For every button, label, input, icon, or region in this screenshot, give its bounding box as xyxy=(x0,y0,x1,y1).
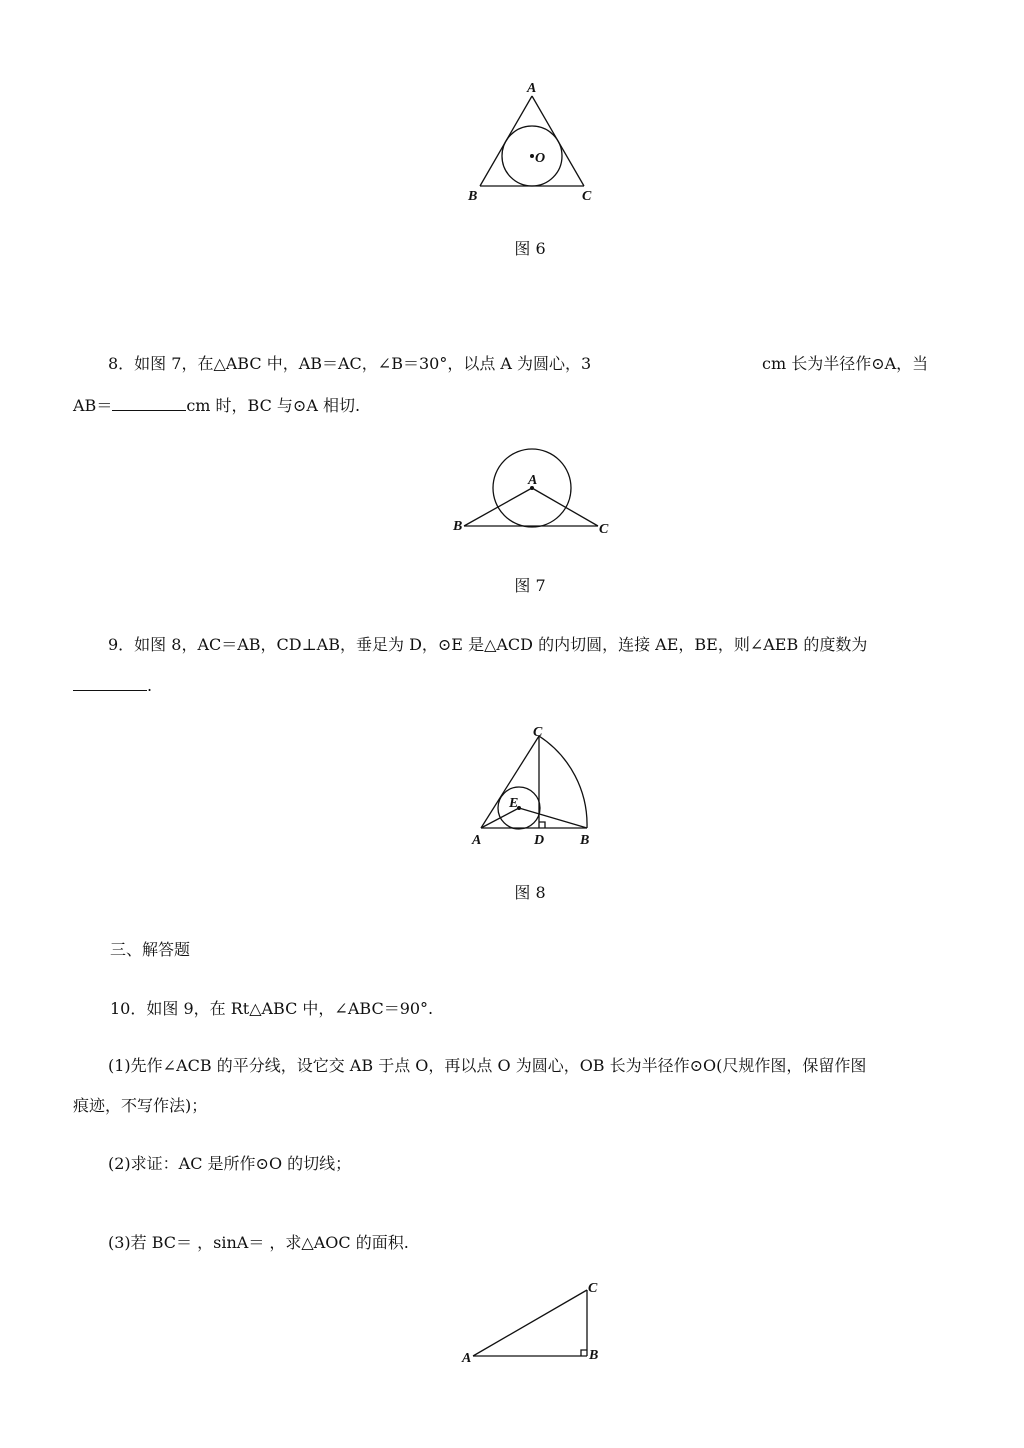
q9-answer-blank xyxy=(73,672,147,691)
q8-line2-pre: AB＝ xyxy=(73,396,113,415)
fig7-side-ac xyxy=(532,488,598,526)
fig7-label-a: A xyxy=(528,473,538,488)
fig6-label-b: B xyxy=(468,189,478,204)
q9-line2-post: . xyxy=(147,676,153,695)
fig8-side-ac xyxy=(481,736,539,828)
fig8-label-b: B xyxy=(580,833,590,848)
fig7-label-c: C xyxy=(599,522,609,537)
fig6-center-dot xyxy=(530,154,534,158)
fig9-label-c: C xyxy=(588,1281,598,1296)
q8-answer-blank xyxy=(112,392,186,411)
figure-9 xyxy=(455,1272,615,1372)
fig8-right-angle-d xyxy=(539,822,545,828)
fig6-label-a: A xyxy=(527,81,537,96)
figure-8 xyxy=(465,718,605,853)
fig6-label-c: C xyxy=(582,189,592,204)
fig7-caption: 图 7 xyxy=(514,576,546,595)
figure-7 xyxy=(448,446,618,546)
q10-part1-line1: (1)先作∠ACB 的平分线，设它交 AB 于点 O，再以点 O 为圆心，OB 长为半径作⊙O(尺规作图，保留作图 xyxy=(108,1056,867,1075)
fig8-segment-be xyxy=(519,808,587,828)
fig7-label-b: B xyxy=(453,519,463,534)
q8-line2 xyxy=(73,392,360,416)
fig8-caption: 图 8 xyxy=(514,883,546,902)
fig9-side-ac xyxy=(473,1290,587,1356)
fig8-label-d: D xyxy=(534,833,545,848)
fig9-label-a: A xyxy=(462,1351,472,1366)
fig8-label-c: C xyxy=(533,725,543,740)
section-heading: 三、解答题 xyxy=(110,940,191,959)
fig9-label-b: B xyxy=(589,1348,599,1363)
q10-stem: 10．如图 9，在 Rt△ABC 中，∠ABC＝90°. xyxy=(110,999,434,1018)
q8-line1-left: 8．如图 7，在△ABC 中，AB＝AC，∠B＝30°，以点 A 为圆心，3 xyxy=(108,354,592,373)
q10-part2: (2)求证：AC 是所作⊙O 的切线； xyxy=(108,1154,352,1173)
fig6-caption: 图 6 xyxy=(514,239,546,258)
fig8-label-e: E xyxy=(509,796,519,811)
q8-line1-right: cm 长为半径作⊙A，当 xyxy=(762,354,929,373)
fig7-side-ab xyxy=(464,488,532,526)
q10-part1-line2: 痕迹，不写作法)； xyxy=(73,1096,208,1115)
fig8-arc-cb xyxy=(539,736,587,828)
q8-line2-post: cm 时，BC 与⊙A 相切. xyxy=(186,396,361,415)
q9-line2 xyxy=(73,672,152,695)
q9-line1: 9．如图 8，AC＝AB，CD⊥AB，垂足为 D，⊙E 是△ACD 的内切圆，连接 AE，BE，则∠AEB 的度数为 xyxy=(108,635,868,654)
fig6-label-o: O xyxy=(535,151,546,166)
figure-6 xyxy=(460,78,610,208)
fig9-right-angle-b xyxy=(581,1350,587,1356)
q10-part3: (3)若 BC＝ ，sinA＝ ，求△AOC 的面积. xyxy=(108,1233,409,1252)
fig8-label-a: A xyxy=(472,833,482,848)
